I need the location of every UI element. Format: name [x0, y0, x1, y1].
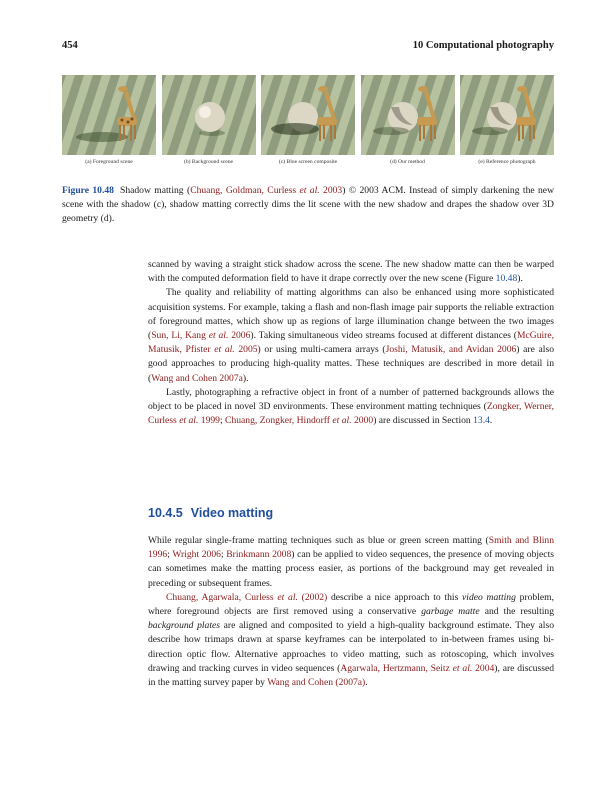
text: ) are discussed in Section	[373, 415, 474, 427]
text: ;	[219, 415, 226, 427]
panel-d-caption: (d) Our method	[390, 159, 425, 165]
citation-link[interactable]: Wang and Cohen 2007a	[151, 372, 243, 384]
text: describe a nice approach to this	[327, 591, 463, 603]
text: ). Taking simultaneous video streams focused at different distances (	[250, 330, 517, 342]
paragraph-2	[148, 286, 554, 385]
citation-etal: et al.	[277, 591, 298, 603]
text: scanned by waving a straight stick shadow across the scene. The new shadow matte can then be warped with the computed deformation field to have it drape correctly over the new scene (Figure	[148, 259, 554, 285]
citation-year: 2005	[234, 344, 258, 356]
citation-etal: et al.	[179, 415, 199, 427]
text: ) or using multi-camera arrays (	[257, 344, 386, 356]
section-heading	[148, 506, 273, 520]
chapter-title: 10 Computational photography	[412, 40, 554, 51]
panel-d-image	[361, 75, 455, 155]
citation-year: 2004	[472, 662, 495, 674]
citation-etal: et al.	[452, 662, 473, 674]
paragraph-1	[148, 258, 554, 286]
panel-c-caption: (c) Blue screen composite	[278, 159, 338, 165]
citation-link[interactable]: Joshi, Matusik, and Avidan 2006	[385, 344, 517, 356]
citation-year: (2002)	[297, 591, 328, 603]
citation-etal: et al.	[299, 185, 320, 196]
emphasis-term: video matting	[462, 591, 516, 603]
figure-10-48	[62, 75, 554, 175]
citation-link[interactable]: Wright 2006	[172, 549, 221, 561]
citation-authors: Chuang, Agarwala, Curless	[166, 591, 278, 603]
caption-text: ) © 2003 ACM. Instead of simply darkening the new scene with the shadow (c), shadow matting correctly dims the lit scene with the new shadow and drapes the shadow over 3D geometry (d).	[62, 185, 554, 224]
section-reference-link[interactable]: 13.4	[473, 415, 490, 427]
citation-year: 1999	[198, 415, 220, 427]
citation-etal: et al.	[208, 330, 229, 342]
section-paragraph-1	[148, 534, 554, 591]
citation-etal: et al.	[214, 344, 235, 356]
paragraph-3	[148, 386, 554, 429]
panel-b-image	[162, 75, 256, 155]
panel-e-caption: (e) Reference photograph	[478, 159, 536, 165]
citation-link[interactable]: Wang and Cohen (2007a)	[267, 677, 366, 689]
text: ), are discussed in the matting survey paper by	[148, 662, 555, 689]
panel-c-image	[261, 75, 355, 155]
text: problem, where foreground objects are first removed using a conservative	[148, 591, 554, 618]
text: ).	[242, 372, 249, 384]
figure-panel-a	[62, 75, 156, 175]
figure-reference-link[interactable]: 10.48	[495, 273, 518, 285]
text: .	[365, 677, 368, 689]
text: ;	[167, 549, 173, 561]
citation-authors: Chuang, Zongker, Hindorff	[225, 415, 333, 427]
section-number: 10.4.5	[148, 506, 183, 520]
citation-link[interactable]	[190, 185, 342, 196]
citation-authors: Chuang, Goldman, Curless	[190, 185, 300, 196]
text: Lastly, photographing a refractive object in front of a number of patterned backgrounds allows the object to be placed in novel 3D environments. These environment matting techniques (	[148, 386, 554, 413]
citation-link[interactable]	[340, 663, 494, 674]
citation-authors: McGuire, Matusik, Pfister	[148, 330, 555, 356]
text: ).	[517, 273, 523, 285]
body-text-section	[148, 534, 554, 690]
citation-etal: et al.	[332, 415, 352, 427]
citation-year: 2006	[228, 330, 251, 342]
panel-a-image	[62, 75, 156, 155]
citation-authors: Sun, Li, Kang	[151, 330, 209, 342]
figure-panel-b	[162, 75, 256, 175]
citation-link[interactable]	[151, 330, 250, 341]
citation-authors: Agarwala, Hertzmann, Seitz	[340, 662, 453, 674]
caption-text: Shadow matting (	[119, 185, 191, 196]
text: are aligned and composited to yield a high-quality background estimate. They also describe how trimaps drawn at sparse keyframes can be interpolated to in-between frames using bi-direction optic flow. Alternative approaches to video matting, such as rotoscoping, which involves drawing and tracking curves in video sequences (	[148, 620, 554, 674]
citation-link[interactable]: Smith and Blinn 1996	[148, 535, 554, 561]
figure-panel-d	[361, 75, 455, 175]
citation-link[interactable]: Brinkmann 2008	[226, 549, 292, 561]
text: and the resulting	[479, 606, 554, 618]
text: The quality and reliability of matting algorithms can also be enhanced using more sophisticated acquisition systems. For example, taking a flash and non-flash image pair supports the reliable extraction of foreground mattes, which show up as regions of large illumination change between the two images (	[148, 287, 554, 342]
page-number: 454	[62, 40, 78, 51]
body-text-upper	[148, 258, 554, 428]
figure-panel-c	[261, 75, 355, 175]
figure-panel-e	[460, 75, 554, 175]
text: While regular single-frame matting techniques such as blue or green screen matting (	[148, 535, 489, 546]
figure-caption	[62, 184, 554, 226]
panel-b-caption: (b) Background scene	[183, 159, 234, 165]
section-paragraph-2	[148, 591, 554, 690]
citation-link[interactable]	[166, 592, 327, 603]
text: .	[489, 415, 493, 427]
citation-year: 2000	[351, 415, 374, 427]
figure-label: Figure 10.48	[62, 185, 114, 196]
panel-e-image	[460, 75, 554, 155]
text: ) can be applied to video sequences, the presence of moving objects can sometimes make the matting process easier, as portions of the background may get revealed in preceding or subsequent frames.	[148, 549, 554, 589]
panel-a-caption: (a) Foreground scene	[85, 159, 133, 165]
emphasis-term: background plates	[148, 620, 221, 632]
citation-year: 2003	[319, 185, 343, 196]
section-title-text: Video matting	[190, 506, 274, 520]
citation-authors: Zongker, Werner, Curless	[148, 401, 555, 427]
text: ) are also good approaches to producing high-quality mattes. These techniques are described in more detail in (	[148, 344, 554, 384]
text: ;	[220, 549, 227, 561]
running-header	[62, 40, 554, 54]
citation-link[interactable]	[225, 415, 373, 426]
emphasis-term: garbage matte	[421, 606, 480, 618]
